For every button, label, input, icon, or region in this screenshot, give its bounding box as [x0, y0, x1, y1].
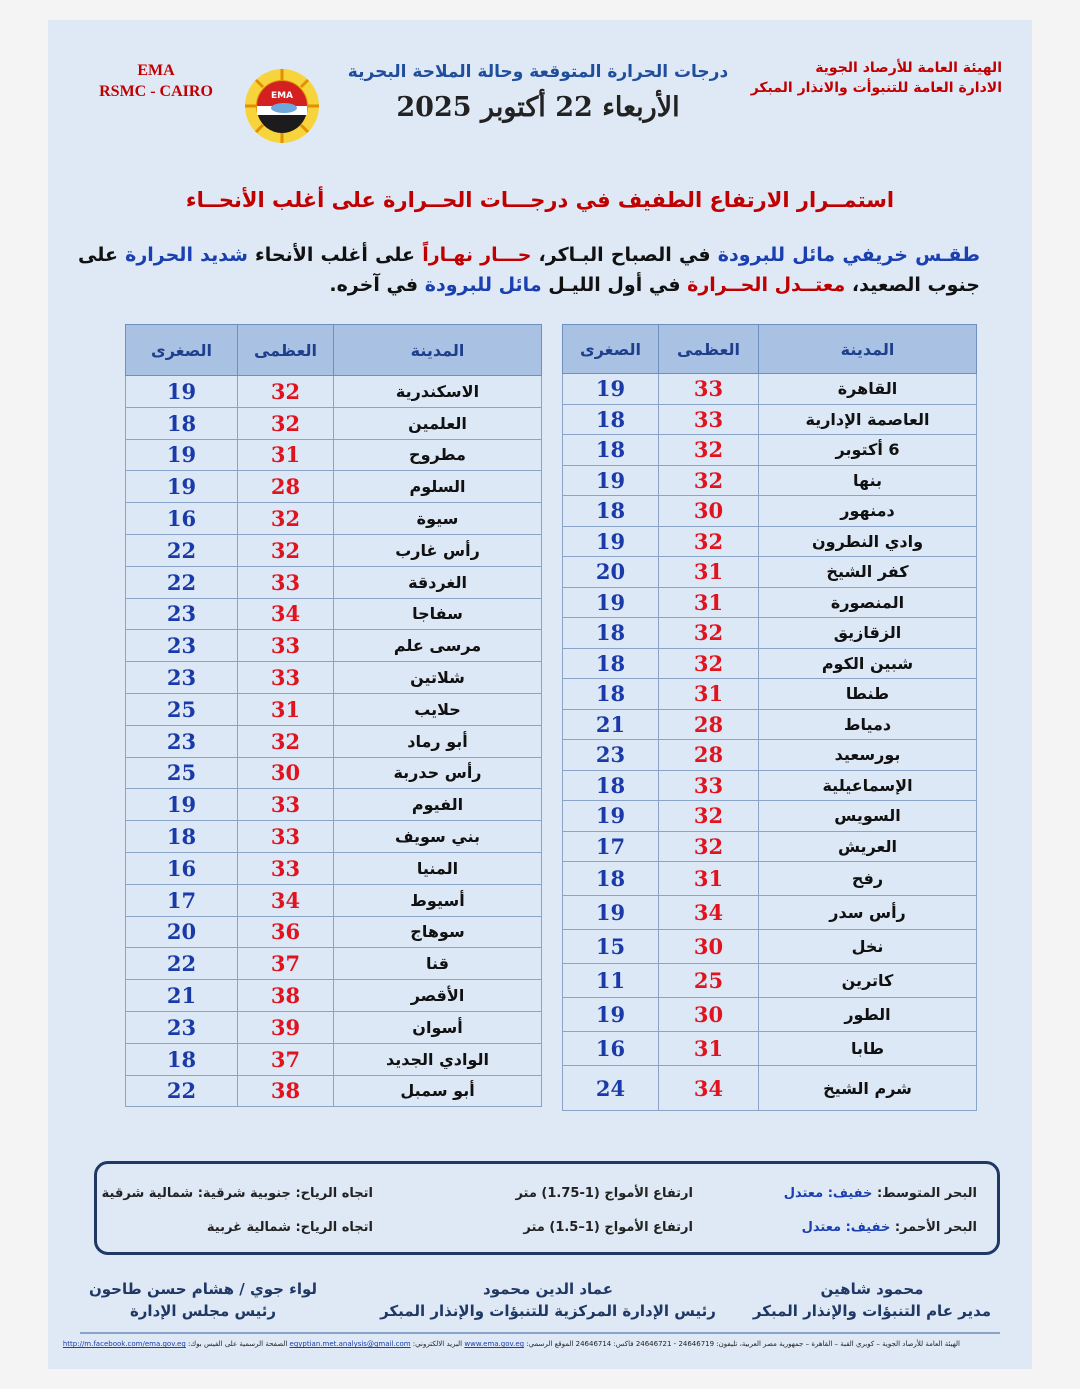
city-cell: أبو سمبل: [334, 1075, 542, 1107]
min-temp-cell: 19: [126, 439, 238, 471]
table-header-row: [563, 325, 977, 374]
temperature-table-left: [125, 324, 542, 1107]
table-row: [126, 789, 542, 821]
max-temp-cell: 32: [659, 526, 759, 557]
sea-state: خفيف: معتدل: [783, 1186, 873, 1201]
city-cell: أسيوط: [334, 884, 542, 916]
table-row: [563, 465, 977, 496]
ema-logo-icon: [244, 68, 320, 144]
table-row: [126, 439, 542, 471]
footer-address: الهيئة العامة للأرصاد الجوية – كوبري القبة – القاهرة – جمهورية مصر العربية، تليفون: 24646719 - 24646721 فاكس: 24646714 الموقع الرسمي:: [526, 1340, 960, 1348]
city-cell: الزقازيق: [759, 618, 977, 649]
table-row: [563, 740, 977, 771]
sea-state: خفيف: معتدل: [801, 1220, 891, 1235]
table-row: [126, 566, 542, 598]
city-cell: بورسعيد: [759, 740, 977, 771]
footer-divider: [80, 1332, 1000, 1334]
min-temp-cell: 16: [126, 852, 238, 884]
max-temp-cell: 34: [659, 1066, 759, 1111]
city-cell: كفر الشيخ: [759, 557, 977, 588]
red-sea-cell: [802, 1220, 977, 1235]
summary-part: معتــدل الحــرارة: [687, 274, 846, 296]
table-header-row: [126, 325, 542, 376]
city-cell: طابا: [759, 1032, 977, 1066]
city-cell: بني سويف: [334, 821, 542, 853]
max-temp-cell: 33: [238, 852, 334, 884]
org-department: الادارة العامة للتنبوأت والانذار المبكر: [750, 80, 1002, 96]
max-temp-cell: 32: [238, 534, 334, 566]
signatory-name: لواء جوي / هشام حسن طاحون: [88, 1280, 318, 1298]
weather-summary: [78, 240, 980, 300]
city-cell: مطروح: [334, 439, 542, 471]
city-cell: أسوان: [334, 1011, 542, 1043]
city-cell: الفيوم: [334, 789, 542, 821]
table-row: [563, 801, 977, 832]
max-temp-cell: 31: [659, 679, 759, 710]
table-row: [563, 679, 977, 710]
max-temp-cell: 32: [659, 801, 759, 832]
city-cell: رأس حدربة: [334, 757, 542, 789]
max-temp-cell: 30: [659, 930, 759, 964]
table-row: [563, 618, 977, 649]
min-temp-cell: 11: [563, 964, 659, 998]
table-row: [126, 884, 542, 916]
max-temp-cell: 32: [659, 831, 759, 862]
table-row: [126, 725, 542, 757]
rsmc-header: [86, 60, 226, 102]
min-temp-cell: 15: [563, 930, 659, 964]
column-header-max: العظمى: [659, 325, 759, 374]
min-temp-cell: 22: [126, 1075, 238, 1107]
min-temp-cell: 18: [126, 1043, 238, 1075]
max-temp-cell: 32: [659, 618, 759, 649]
min-temp-cell: 20: [563, 557, 659, 588]
signatory-name: عماد الدين محمود: [483, 1280, 613, 1298]
headline: استمــرار الارتفاع الطفيف في درجـــات الحــرارة على أغلب الأنحــاء: [185, 188, 895, 212]
column-header-city: المدينة: [334, 325, 542, 376]
table-row: [126, 852, 542, 884]
bulletin-title: [328, 62, 748, 123]
sea-label: البحر المتوسط:: [876, 1186, 977, 1201]
table-row: [563, 648, 977, 679]
city-cell: كاترين: [759, 964, 977, 998]
min-temp-cell: 19: [563, 998, 659, 1032]
wind-direction: اتجاه الرياح: جنوبية شرقية: شمالية شرقية: [101, 1186, 373, 1201]
table-row: [563, 770, 977, 801]
summary-part: مائل للبرودة: [424, 274, 542, 296]
max-temp-cell: 25: [659, 964, 759, 998]
table-row: [126, 1043, 542, 1075]
min-temp-cell: 25: [126, 693, 238, 725]
min-temp-cell: 24: [563, 1066, 659, 1111]
min-temp-cell: 22: [126, 566, 238, 598]
min-temp-cell: 23: [563, 740, 659, 771]
column-header-max: العظمى: [238, 325, 334, 376]
min-temp-cell: 18: [563, 648, 659, 679]
min-temp-cell: 18: [563, 618, 659, 649]
max-temp-cell: 33: [659, 374, 759, 405]
min-temp-cell: 18: [563, 679, 659, 710]
table-row: [563, 374, 977, 405]
min-temp-cell: 18: [563, 862, 659, 896]
logo-text: EMA: [270, 91, 294, 101]
table-row: [126, 503, 542, 535]
min-temp-cell: 18: [563, 435, 659, 466]
city-cell: الاسكندرية: [334, 376, 542, 408]
min-temp-cell: 23: [126, 725, 238, 757]
max-temp-cell: 31: [238, 693, 334, 725]
min-temp-cell: 22: [126, 948, 238, 980]
max-temp-cell: 38: [238, 980, 334, 1012]
max-temp-cell: 32: [238, 503, 334, 535]
table-row: [126, 534, 542, 566]
min-temp-cell: 25: [126, 757, 238, 789]
city-cell: 6 أكتوبر: [759, 435, 977, 466]
max-temp-cell: 38: [238, 1075, 334, 1107]
max-temp-cell: 31: [659, 1032, 759, 1066]
min-temp-cell: 22: [126, 534, 238, 566]
min-temp-cell: 18: [563, 770, 659, 801]
summary-part: في أول الليـل: [541, 274, 688, 296]
min-temp-cell: 23: [126, 1011, 238, 1043]
max-temp-cell: 32: [238, 725, 334, 757]
city-cell: الأقصر: [334, 980, 542, 1012]
city-cell: الإسماعيلية: [759, 770, 977, 801]
max-temp-cell: 39: [238, 1011, 334, 1043]
table-row: [563, 526, 977, 557]
signatory-title: رئيس الإدارة المركزية للتنبؤات والإنذار المبكر: [380, 1302, 716, 1320]
city-cell: وادي النطرون: [759, 526, 977, 557]
table-row: [563, 1032, 977, 1066]
mediterranean-row: [97, 1186, 997, 1206]
max-temp-cell: 32: [238, 376, 334, 408]
max-temp-cell: 33: [238, 566, 334, 598]
email-label: البريد الالكتروني:: [412, 1340, 463, 1348]
table-row: [563, 998, 977, 1032]
signature-block: [88, 1278, 318, 1322]
column-header-min: الصغرى: [563, 325, 659, 374]
min-temp-cell: 16: [563, 1032, 659, 1066]
summary-part: على جنوب الصعيد،: [78, 244, 980, 296]
bulletin-page: [48, 20, 1032, 1369]
wind-direction: اتجاه الرياح: شمالية غربية: [206, 1220, 373, 1235]
min-temp-cell: 23: [126, 598, 238, 630]
city-cell: نخل: [759, 930, 977, 964]
org-name: الهيئة العامة للأرصاد الجوية: [815, 60, 1002, 76]
summary-part: في الصباح البـاكر،: [531, 244, 718, 266]
table-row: [563, 896, 977, 930]
city-cell: طنطا: [759, 679, 977, 710]
summary-part: طقـس خريفي مائل للبرودة: [717, 244, 980, 266]
table-row: [126, 916, 542, 948]
signatory-name: محمود شاهين: [820, 1280, 924, 1298]
city-cell: سيوة: [334, 503, 542, 535]
title-text: درجات الحرارة المتوقعة وحالة الملاحة البحرية: [347, 62, 729, 82]
summary-part: شديد الحرارة: [125, 244, 248, 266]
table-row: [563, 964, 977, 998]
city-cell: العاصمة الإدارية: [759, 404, 977, 435]
min-temp-cell: 18: [126, 407, 238, 439]
min-temp-cell: 23: [126, 662, 238, 694]
max-temp-cell: 33: [238, 821, 334, 853]
signatory-title: مدير عام التنبؤات والإنذار المبكر: [752, 1302, 992, 1320]
max-temp-cell: 32: [659, 435, 759, 466]
city-cell: قنا: [334, 948, 542, 980]
table-row: [126, 948, 542, 980]
column-header-min: الصغرى: [126, 325, 238, 376]
max-temp-cell: 33: [659, 770, 759, 801]
table-row: [563, 557, 977, 588]
table-row: [126, 598, 542, 630]
city-cell: سوهاج: [334, 916, 542, 948]
max-temp-cell: 31: [659, 587, 759, 618]
summary-part: على أغلب الأنحاء: [247, 244, 423, 266]
max-temp-cell: 30: [238, 757, 334, 789]
max-temp-cell: 28: [238, 471, 334, 503]
min-temp-cell: 17: [126, 884, 238, 916]
table-row: [563, 496, 977, 527]
table-row: [563, 1066, 977, 1111]
city-cell: أبو رماد: [334, 725, 542, 757]
table-row: [563, 435, 977, 466]
table-row: [126, 376, 542, 408]
max-temp-cell: 34: [238, 598, 334, 630]
city-cell: شبين الكوم: [759, 648, 977, 679]
max-temp-cell: 30: [659, 496, 759, 527]
city-cell: شرم الشيخ: [759, 1066, 977, 1111]
summary-part: في آخره.: [329, 274, 425, 296]
max-temp-cell: 31: [659, 557, 759, 588]
min-temp-cell: 16: [126, 503, 238, 535]
bulletin-date: الأربعاء 22 أكتوبر 2025: [396, 92, 680, 123]
min-temp-cell: 18: [563, 496, 659, 527]
table-row: [563, 404, 977, 435]
red-sea-row: [97, 1220, 997, 1240]
wave-height: ارتفاع الأمواج (1-1.75) متر: [515, 1186, 693, 1201]
table-body: [563, 374, 977, 1111]
table-row: [126, 1075, 542, 1107]
table-row: [563, 862, 977, 896]
min-temp-cell: 21: [563, 709, 659, 740]
city-cell: رأس غارب: [334, 534, 542, 566]
max-temp-cell: 37: [238, 948, 334, 980]
city-cell: السلوم: [334, 471, 542, 503]
min-temp-cell: 19: [563, 526, 659, 557]
city-cell: دمنهور: [759, 496, 977, 527]
max-temp-cell: 33: [238, 662, 334, 694]
min-temp-cell: 19: [126, 471, 238, 503]
city-cell: دمياط: [759, 709, 977, 740]
table-row: [563, 587, 977, 618]
marine-conditions-box: [94, 1161, 1000, 1255]
max-temp-cell: 33: [238, 630, 334, 662]
table-row: [126, 757, 542, 789]
signatory-title: رئيس مجلس الإدارة: [129, 1302, 277, 1320]
table-row: [126, 821, 542, 853]
max-temp-cell: 30: [659, 998, 759, 1032]
temperature-table-right: [562, 324, 977, 1111]
table-row: [126, 630, 542, 662]
city-cell: الطور: [759, 998, 977, 1032]
city-cell: الوادي الجديد: [334, 1043, 542, 1075]
table-row: [126, 662, 542, 694]
signature-block: [368, 1278, 728, 1322]
facebook-label: الصفحة الرسمية على الفيس بوك:: [188, 1340, 288, 1348]
table-row: [563, 709, 977, 740]
table-row: [563, 930, 977, 964]
summary-part: حـــار نهـاراً: [422, 244, 532, 266]
min-temp-cell: 20: [126, 916, 238, 948]
city-cell: بنها: [759, 465, 977, 496]
signature-block: [752, 1278, 992, 1322]
max-temp-cell: 33: [659, 404, 759, 435]
table-row: [126, 1011, 542, 1043]
column-header-city: المدينة: [759, 325, 977, 374]
city-cell: المنيا: [334, 852, 542, 884]
city-cell: شلاتين: [334, 662, 542, 694]
mediterranean-cell: [784, 1186, 977, 1201]
min-temp-cell: 21: [126, 980, 238, 1012]
city-cell: المنصورة: [759, 587, 977, 618]
facebook-link[interactable]: http://m.facebook.com/ema.gov.eg: [62, 1340, 186, 1348]
max-temp-cell: 28: [659, 740, 759, 771]
min-temp-cell: 19: [563, 587, 659, 618]
city-cell: الغردقة: [334, 566, 542, 598]
max-temp-cell: 31: [659, 862, 759, 896]
city-cell: رأس سدر: [759, 896, 977, 930]
sea-label: البحر الأحمر:: [894, 1220, 977, 1235]
rsmc-label: RSMC - CAIRO: [99, 83, 213, 100]
min-temp-cell: 23: [126, 630, 238, 662]
max-temp-cell: 33: [238, 789, 334, 821]
table-row: [563, 831, 977, 862]
city-cell: العريش: [759, 831, 977, 862]
min-temp-cell: 17: [563, 831, 659, 862]
footer: [62, 1340, 960, 1348]
max-temp-cell: 32: [238, 407, 334, 439]
city-cell: مرسى علم: [334, 630, 542, 662]
min-temp-cell: 19: [563, 801, 659, 832]
max-temp-cell: 34: [238, 884, 334, 916]
email-link[interactable]: egyptian.met.analysis@gmail.com: [289, 1340, 411, 1348]
min-temp-cell: 19: [126, 376, 238, 408]
organization-header: [751, 58, 1002, 98]
ema-label: EMA: [137, 62, 175, 79]
max-temp-cell: 32: [659, 648, 759, 679]
table-row: [126, 980, 542, 1012]
city-cell: العلمين: [334, 407, 542, 439]
city-cell: القاهرة: [759, 374, 977, 405]
city-cell: السويس: [759, 801, 977, 832]
min-temp-cell: 19: [563, 374, 659, 405]
table-body: [126, 376, 542, 1107]
max-temp-cell: 28: [659, 709, 759, 740]
city-cell: سفاجا: [334, 598, 542, 630]
max-temp-cell: 37: [238, 1043, 334, 1075]
max-temp-cell: 31: [238, 439, 334, 471]
city-cell: رفح: [759, 862, 977, 896]
min-temp-cell: 18: [126, 821, 238, 853]
max-temp-cell: 34: [659, 896, 759, 930]
min-temp-cell: 19: [126, 789, 238, 821]
table-row: [126, 407, 542, 439]
max-temp-cell: 36: [238, 916, 334, 948]
table-row: [126, 471, 542, 503]
wave-height: ارتفاع الأمواج (1–1.5) متر: [523, 1220, 693, 1235]
min-temp-cell: 18: [563, 404, 659, 435]
max-temp-cell: 32: [659, 465, 759, 496]
min-temp-cell: 19: [563, 465, 659, 496]
website-link[interactable]: www.ema.gov.eg: [464, 1340, 525, 1348]
min-temp-cell: 19: [563, 896, 659, 930]
table-row: [126, 693, 542, 725]
city-cell: حلايب: [334, 693, 542, 725]
